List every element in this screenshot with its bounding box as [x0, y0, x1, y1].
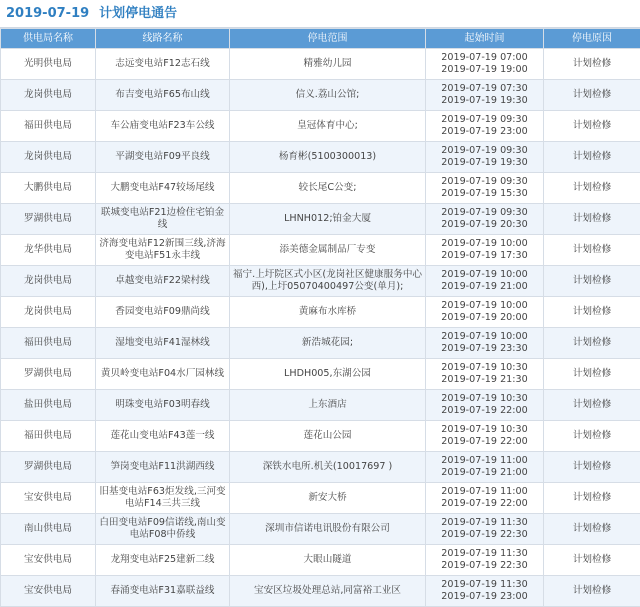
reason-cell: 计划检修	[544, 483, 640, 514]
time-cell	[426, 49, 544, 80]
time-cell	[426, 576, 544, 607]
column-header-line: 线路名称	[96, 29, 230, 49]
end-time: 2019-07-19 20:00	[428, 312, 541, 324]
table-row	[1, 235, 640, 266]
reason-cell: 计划检修	[544, 545, 640, 576]
reason-cell: 计划检修	[544, 359, 640, 390]
reason-cell: 计划检修	[544, 235, 640, 266]
bureau-cell: 龙岗供电局	[1, 297, 96, 328]
start-time: 2019-07-19 07:30	[428, 83, 541, 95]
line-cell: 龙翔变电站F25建新二线	[96, 545, 230, 576]
start-time: 2019-07-19 09:30	[428, 145, 541, 157]
end-time: 2019-07-19 22:00	[428, 405, 541, 417]
area-cell: 莲花山公园	[230, 421, 426, 452]
bureau-cell: 宝安供电局	[1, 483, 96, 514]
start-time: 2019-07-19 11:30	[428, 579, 541, 591]
table-row	[1, 49, 640, 80]
start-time: 2019-07-19 09:30	[428, 176, 541, 188]
reason-cell: 计划检修	[544, 111, 640, 142]
line-cell: 香园变电站F09鼎尚线	[96, 297, 230, 328]
table-row	[1, 111, 640, 142]
time-cell	[426, 421, 544, 452]
start-time: 2019-07-19 10:30	[428, 362, 541, 374]
reason-cell: 计划检修	[544, 80, 640, 111]
column-header-reason: 停电原因	[544, 29, 640, 49]
line-cell: 大鹏变电站F47较场尾线	[96, 173, 230, 204]
reason-cell: 计划检修	[544, 328, 640, 359]
line-cell: 卓越变电站F22梁村线	[96, 266, 230, 297]
bureau-cell: 盐田供电局	[1, 390, 96, 421]
start-time: 2019-07-19 10:30	[428, 393, 541, 405]
reason-cell: 计划检修	[544, 514, 640, 545]
bureau-cell: 福田供电局	[1, 421, 96, 452]
table-row	[1, 545, 640, 576]
area-cell: 福宁.上圩院区式小区(龙岗社区健康服务中心西),上圩05070400497公变(单月);	[230, 266, 426, 297]
bureau-cell: 福田供电局	[1, 328, 96, 359]
bureau-cell: 福田供电局	[1, 111, 96, 142]
end-time: 2019-07-19 19:30	[428, 157, 541, 169]
reason-cell: 计划检修	[544, 576, 640, 607]
reason-cell: 计划检修	[544, 297, 640, 328]
area-cell: 精雅幼儿园	[230, 49, 426, 80]
area-cell: 新安大桥	[230, 483, 426, 514]
bureau-cell: 宝安供电局	[1, 545, 96, 576]
outage-table	[0, 28, 640, 607]
time-cell	[426, 390, 544, 421]
end-time: 2019-07-19 17:30	[428, 250, 541, 262]
table-row	[1, 297, 640, 328]
end-time: 2019-07-19 23:00	[428, 126, 541, 138]
reason-cell: 计划检修	[544, 204, 640, 235]
bureau-cell: 龙岗供电局	[1, 80, 96, 111]
time-cell	[426, 452, 544, 483]
area-cell: 黄麻布水库桥	[230, 297, 426, 328]
end-time: 2019-07-19 21:30	[428, 374, 541, 386]
time-cell	[426, 359, 544, 390]
table-row	[1, 328, 640, 359]
reason-cell: 计划检修	[544, 266, 640, 297]
bureau-cell: 罗湖供电局	[1, 359, 96, 390]
table-row	[1, 204, 640, 235]
notice-title-text: 计划停电通告	[99, 6, 177, 21]
outage-table-body	[1, 49, 640, 607]
bureau-cell: 龙岗供电局	[1, 266, 96, 297]
time-cell	[426, 545, 544, 576]
time-cell	[426, 235, 544, 266]
end-time: 2019-07-19 23:00	[428, 591, 541, 603]
column-header-time: 起始时间	[426, 29, 544, 49]
bureau-cell: 罗湖供电局	[1, 204, 96, 235]
start-time: 2019-07-19 07:00	[428, 52, 541, 64]
table-row	[1, 266, 640, 297]
line-cell: 布吉变电站F65布山线	[96, 80, 230, 111]
time-cell	[426, 514, 544, 545]
column-header-area: 停电范围	[230, 29, 426, 49]
start-time: 2019-07-19 11:30	[428, 517, 541, 529]
notice-date: 2019-07-19	[6, 6, 89, 21]
end-time: 2019-07-19 19:30	[428, 95, 541, 107]
start-time: 2019-07-19 10:30	[428, 424, 541, 436]
start-time: 2019-07-19 09:30	[428, 114, 541, 126]
line-cell: 济海变电站F12新围三线,济海变电站F51永丰线	[96, 235, 230, 266]
area-cell: 上东酒店	[230, 390, 426, 421]
line-cell: 联城变电站F21边检住宅铂金线	[96, 204, 230, 235]
bureau-cell: 宝安供电局	[1, 576, 96, 607]
table-row	[1, 173, 640, 204]
time-cell	[426, 297, 544, 328]
reason-cell: 计划检修	[544, 421, 640, 452]
time-cell	[426, 266, 544, 297]
time-cell	[426, 80, 544, 111]
area-cell: 较长尾C公变;	[230, 173, 426, 204]
line-cell: 明珠变电站F03明春线	[96, 390, 230, 421]
line-cell: 志远变电站F12志石线	[96, 49, 230, 80]
notice-title	[0, 0, 640, 28]
end-time: 2019-07-19 19:00	[428, 64, 541, 76]
area-cell: 信义.荔山公馆;	[230, 80, 426, 111]
time-cell	[426, 483, 544, 514]
line-cell: 莲花山变电站F43莲一线	[96, 421, 230, 452]
table-row	[1, 452, 640, 483]
table-row	[1, 576, 640, 607]
bureau-cell: 大鹏供电局	[1, 173, 96, 204]
table-row	[1, 142, 640, 173]
area-cell: 宝安区垃圾处理总站,同富裕工业区	[230, 576, 426, 607]
end-time: 2019-07-19 22:30	[428, 560, 541, 572]
end-time: 2019-07-19 22:30	[428, 529, 541, 541]
reason-cell: 计划检修	[544, 390, 640, 421]
start-time: 2019-07-19 11:00	[428, 486, 541, 498]
end-time: 2019-07-19 21:00	[428, 467, 541, 479]
table-row	[1, 359, 640, 390]
reason-cell: 计划检修	[544, 452, 640, 483]
area-cell: 深铁水电所.机关(10017697 )	[230, 452, 426, 483]
reason-cell: 计划检修	[544, 142, 640, 173]
line-cell: 旧基变电站F63炬发线,三河变电站F14三共三线	[96, 483, 230, 514]
table-row	[1, 421, 640, 452]
bureau-cell: 龙岗供电局	[1, 142, 96, 173]
table-row	[1, 514, 640, 545]
line-cell: 黄贝岭变电站F04水厂园林线	[96, 359, 230, 390]
line-cell: 湿地变电站F41湿林线	[96, 328, 230, 359]
bureau-cell: 南山供电局	[1, 514, 96, 545]
time-cell	[426, 142, 544, 173]
end-time: 2019-07-19 15:30	[428, 188, 541, 200]
start-time: 2019-07-19 09:30	[428, 207, 541, 219]
line-cell: 平湖变电站F09平良线	[96, 142, 230, 173]
start-time: 2019-07-19 10:00	[428, 300, 541, 312]
start-time: 2019-07-19 11:00	[428, 455, 541, 467]
start-time: 2019-07-19 10:00	[428, 331, 541, 343]
bureau-cell: 光明供电局	[1, 49, 96, 80]
area-cell: 新浩城花园;	[230, 328, 426, 359]
end-time: 2019-07-19 22:00	[428, 436, 541, 448]
time-cell	[426, 111, 544, 142]
line-cell: 笋岗变电站F11洪湖西线	[96, 452, 230, 483]
time-cell	[426, 328, 544, 359]
time-cell	[426, 204, 544, 235]
bureau-cell: 龙华供电局	[1, 235, 96, 266]
time-cell	[426, 173, 544, 204]
line-cell: 车公庙变电站F23车公线	[96, 111, 230, 142]
area-cell: 杨育彬(5100300013)	[230, 142, 426, 173]
area-cell: 深圳市信诺电讯股份有限公司	[230, 514, 426, 545]
table-header-row	[1, 29, 640, 49]
end-time: 2019-07-19 22:00	[428, 498, 541, 510]
area-cell: LHNH012;铂金大厦	[230, 204, 426, 235]
end-time: 2019-07-19 21:00	[428, 281, 541, 293]
area-cell: 添美德金属制品厂专变	[230, 235, 426, 266]
start-time: 2019-07-19 10:00	[428, 238, 541, 250]
reason-cell: 计划检修	[544, 173, 640, 204]
table-row	[1, 390, 640, 421]
area-cell: 皇冠体育中心;	[230, 111, 426, 142]
area-cell: 大眼山隧道	[230, 545, 426, 576]
column-header-bureau: 供电局名称	[1, 29, 96, 49]
table-row	[1, 80, 640, 111]
line-cell: 春涌变电站F31嘉联益线	[96, 576, 230, 607]
end-time: 2019-07-19 20:30	[428, 219, 541, 231]
area-cell: LHDH005,东湖公园	[230, 359, 426, 390]
bureau-cell: 罗湖供电局	[1, 452, 96, 483]
end-time: 2019-07-19 23:30	[428, 343, 541, 355]
reason-cell: 计划检修	[544, 49, 640, 80]
start-time: 2019-07-19 11:30	[428, 548, 541, 560]
table-row	[1, 483, 640, 514]
line-cell: 白田变电站F09信诺线,南山变电站F08中侨线	[96, 514, 230, 545]
start-time: 2019-07-19 10:00	[428, 269, 541, 281]
